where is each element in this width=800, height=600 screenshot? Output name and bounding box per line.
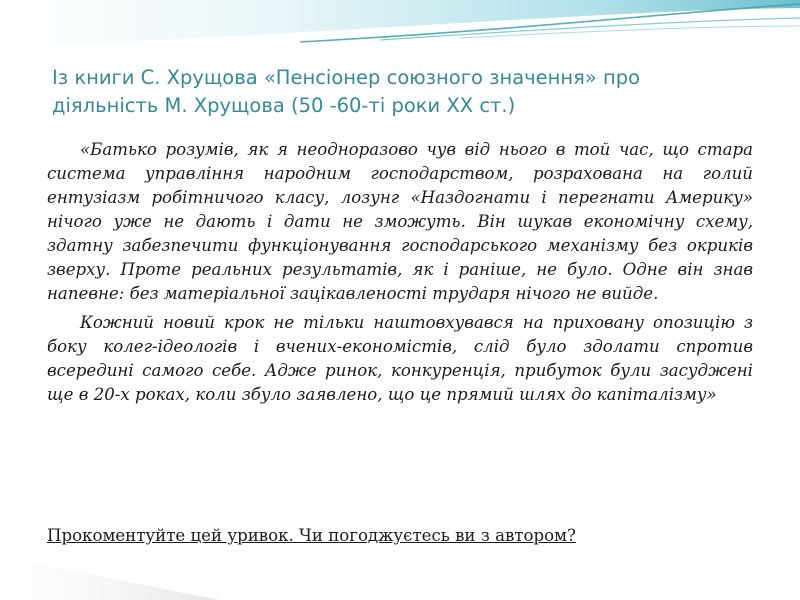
discussion-question: Прокоментуйте цей уривок. Чи погоджуєтесь ви з автором? — [47, 526, 576, 545]
slide-title — [52, 64, 752, 120]
quote-paragraph-2: Кожний новий крок не тільки наштовхувався на приховану опозицію з боку колег-ідеологів і вчених-економістів, слід було здолати спротив всередині самого себе. Адже ринок, конкуренція, прибуток були засуджені ще в 20-х роках, коли збуло заявлено, що це прямий шлях до капіталізму» — [47, 313, 753, 404]
title-line-1: Із книги С. Хрущова «Пенсіонер союзного значення» про — [52, 66, 641, 89]
quote-body — [47, 138, 753, 412]
title-line-2: діяльність М. Хрущова (50 -60-ті роки ХХ ст.) — [52, 94, 516, 117]
quote-paragraph-1: «Батько розумів, як я неодноразово чув від нього в той час, що стара система управління народним господарством, розрахована на голий ентузіазм робітничого класу, лозунг «Наздогнати і перегнати Америку» нічого уже не дають і дати не зможуть. Він шукав економічну схему, здатну забезпечити функціонування господарського механізму без окриків зверху. Проте реальних результатів, як і раніше, не було. Одне він знав напевне: без матеріальної зацікавленості трударя нічого не вийде. — [47, 140, 753, 303]
